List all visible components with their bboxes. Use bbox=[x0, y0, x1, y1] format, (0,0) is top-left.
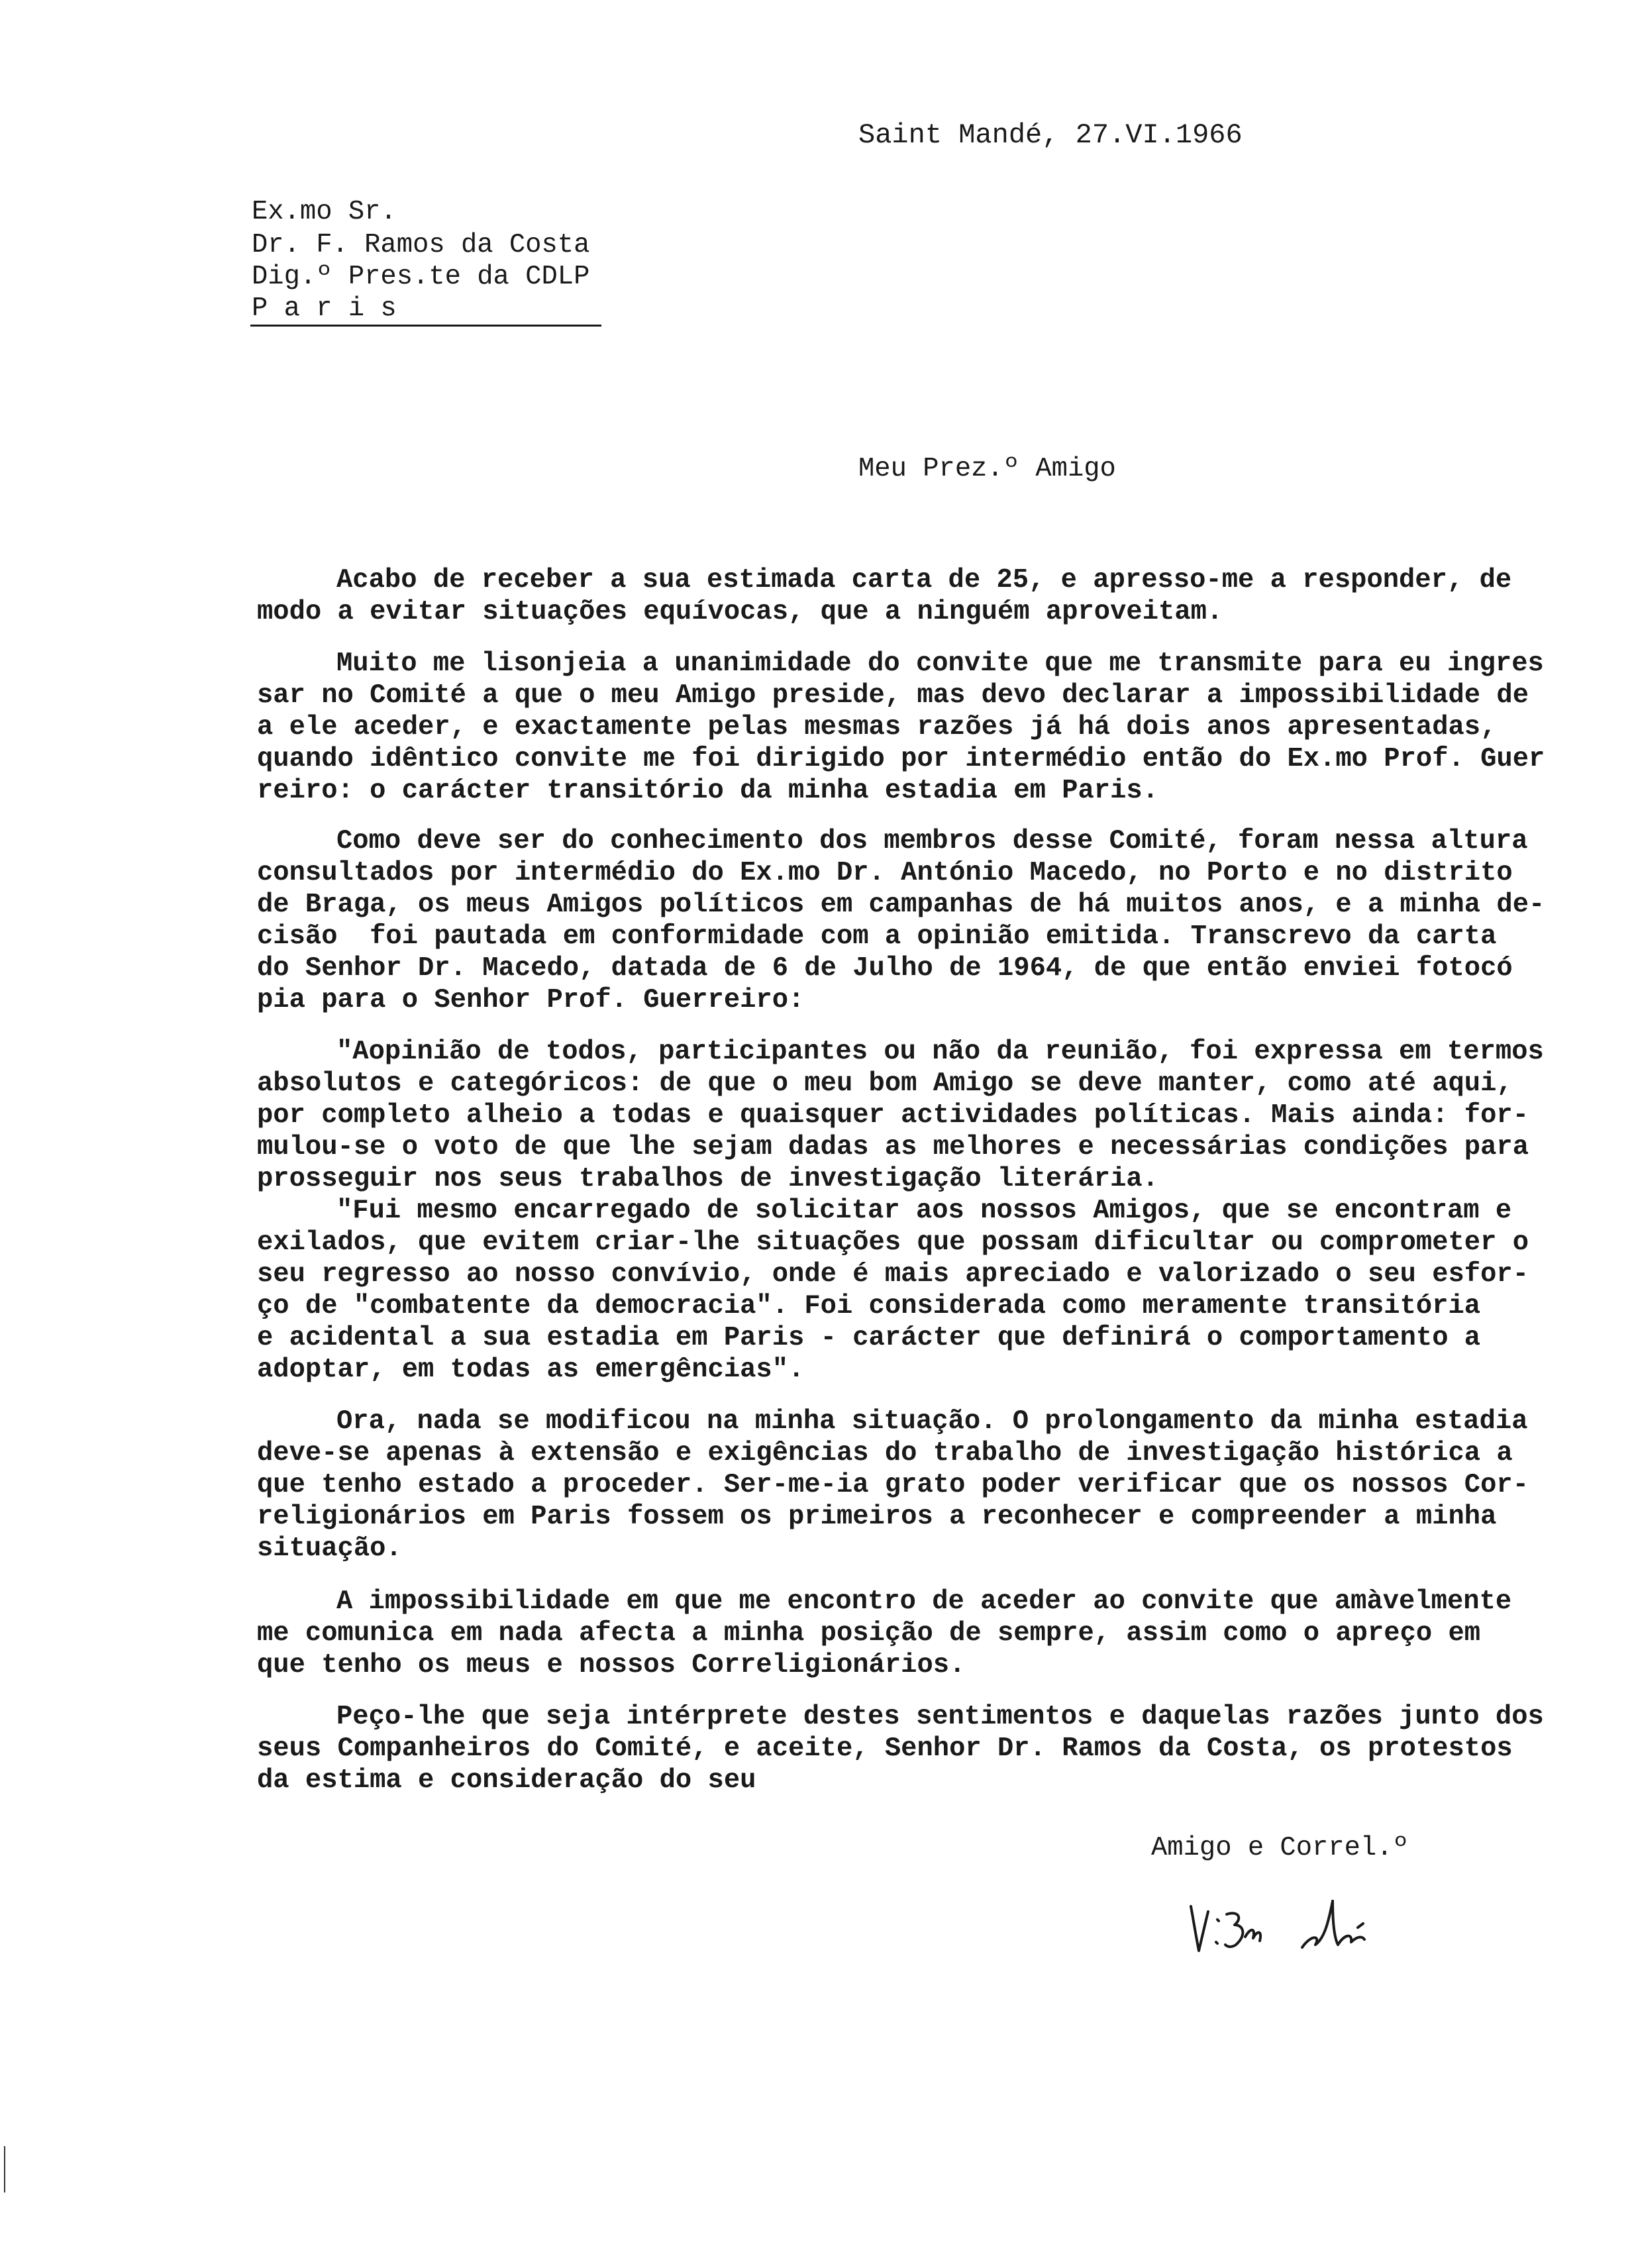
paragraph-3-line: consultados por intermédio do Ex.mo Dr. António Macedo, no Porto e no distrito bbox=[257, 858, 1513, 888]
paragraph-5-line: situação. bbox=[257, 1533, 402, 1564]
paragraph-3-line: do Senhor Dr. Macedo, datada de 6 de Julho de 1964, de que então enviei fotocó bbox=[257, 953, 1513, 984]
quote-line: adoptar, em todas as emergências". bbox=[257, 1355, 805, 1385]
paragraph-7-line: Peço-lhe que seja intérprete destes sentimentos e daquelas razões junto dos bbox=[336, 1702, 1544, 1732]
paragraph-7-line: seus Companheiros do Comité, e aceite, Senhor Dr. Ramos da Costa, os protestos bbox=[257, 1733, 1513, 1764]
address-line-3: Dig.º Pres.te da CDLP bbox=[252, 262, 590, 292]
margin-mark bbox=[4, 2146, 5, 2192]
paragraph-6-line: me comunica em nada afecta a minha posição de sempre, assim como o apreço em bbox=[257, 1618, 1481, 1649]
quote-line: prosseguir nos seus trabalhos de investigação literária. bbox=[257, 1164, 1159, 1194]
address-line-2: Dr. F. Ramos da Costa bbox=[252, 230, 590, 260]
salutation: Meu Prez.º Amigo bbox=[858, 454, 1116, 484]
paragraph-5-line: Ora, nada se modificou na minha situação. O prolongamento da minha estadia bbox=[336, 1406, 1528, 1437]
paragraph-2-line: quando idêntico convite me foi dirigido por intermédio então do Ex.mo Prof. Guer bbox=[257, 744, 1545, 774]
paragraph-5-line: deve-se apenas à extensão e exigências do trabalho de investigação histórica a bbox=[257, 1438, 1513, 1469]
closing: Amigo e Correl.º bbox=[1151, 1833, 1409, 1863]
address-line-4: P a r i s bbox=[252, 293, 397, 324]
paragraph-3-line: Como deve ser do conhecimento dos membros desse Comité, foram nessa altura bbox=[336, 826, 1528, 856]
paragraph-5-line: religionários em Paris fossem os primeiros a reconhecer e compreender a minha bbox=[257, 1502, 1497, 1532]
quote-line: absolutos e categóricos: de que o meu bom Amigo se deve manter, como até aqui, bbox=[257, 1068, 1513, 1099]
paragraph-2-line: reiro: o carácter transitório da minha estadia em Paris. bbox=[257, 776, 1159, 806]
paragraph-7-line: da estima e consideração do seu bbox=[257, 1765, 756, 1796]
quote-line: "Fui mesmo encarregado de solicitar aos nossos Amigos, que se encontram e bbox=[336, 1196, 1512, 1226]
paragraph-1-line: Acabo de receber a sua estimada carta de 25, e apresso-me a responder, de bbox=[336, 565, 1512, 595]
handwritten-signature bbox=[1179, 1881, 1391, 1967]
paragraph-5-line: que tenho estado a proceder. Ser-me-ia grato poder verificar que os nossos Cor- bbox=[257, 1470, 1529, 1500]
quote-line: seu regresso ao nosso convívio, onde é mais apreciado e valorizado o seu esfor- bbox=[257, 1259, 1529, 1290]
quote-line: mulou-se o voto de que lhe sejam dadas as melhores e necessárias condições para bbox=[257, 1132, 1529, 1162]
address-line-1: Ex.mo Sr. bbox=[252, 197, 397, 227]
quote-line: "Aopinião de todos, participantes ou não da reunião, foi expressa em termos bbox=[336, 1037, 1544, 1067]
paragraph-2-line: Muito me lisonjeia a unanimidade do convite que me transmite para eu ingres bbox=[336, 648, 1544, 679]
paragraph-3-line: cisão foi pautada em conformidade com a opinião emitida. Transcrevo da carta bbox=[257, 921, 1497, 952]
quote-line: e acidental a sua estadia em Paris - carácter que definirá o comportamento a bbox=[257, 1323, 1481, 1353]
dateline: Saint Mandé, 27.VI.1966 bbox=[858, 119, 1243, 151]
paragraph-3-line: de Braga, os meus Amigos políticos em campanhas de há muitos anos, e a minha de- bbox=[257, 890, 1545, 920]
paragraph-2-line: sar no Comité a que o meu Amigo preside, mas devo declarar a impossibilidade de bbox=[257, 680, 1529, 711]
paragraph-3-line: pia para o Senhor Prof. Guerreiro: bbox=[257, 985, 805, 1015]
paragraph-1-line: modo a evitar situações equívocas, que a ninguém aproveitam. bbox=[257, 597, 1223, 627]
paragraph-6-line: que tenho os meus e nossos Correligionários. bbox=[257, 1650, 966, 1680]
paragraph-6-line: A impossibilidade em que me encontro de aceder ao convite que amàvelmente bbox=[336, 1586, 1512, 1617]
address-underline bbox=[250, 325, 601, 327]
quote-line: por completo alheio a todas e quaisquer actividades políticas. Mais ainda: for- bbox=[257, 1100, 1529, 1131]
quote-line: exilados, que evitem criar-lhe situações que possam dificultar ou comprometer o bbox=[257, 1227, 1529, 1258]
quote-line: ço de "combatente da democracia". Foi considerada como meramente transitória bbox=[257, 1291, 1481, 1321]
paragraph-2-line: a ele aceder, e exactamente pelas mesmas razões já há dois anos apresentadas, bbox=[257, 712, 1497, 743]
